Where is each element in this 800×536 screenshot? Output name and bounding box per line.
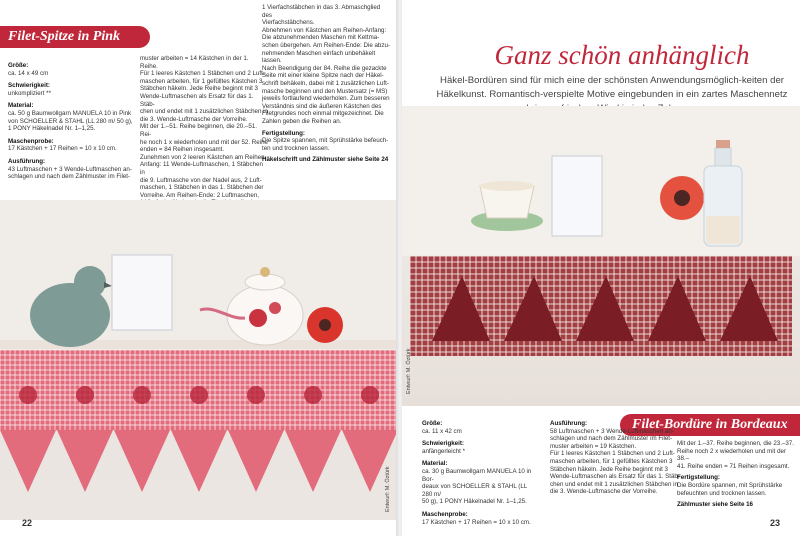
right-credit: Entwurf: M. Öztürk [406, 348, 412, 394]
spec-line: ca. 50 g Baumwollgarn MANUELA 10 in Pink [8, 109, 132, 117]
text-line: Die Spitze spannen, mit Sprühstärke befeuch- [262, 137, 389, 145]
left-credit: Entwurf: M. Öztürk [385, 466, 391, 512]
text-line: Für 1 leeres Kästchen 1 Stäbchen und 2 Luft- [140, 70, 265, 78]
text-line: Mit der 1.–51. Reihe beginnen, die 20.–51. Rei- [140, 123, 257, 138]
spec-line: ca. 30 g Baumwollgarn MANUELA 10 in Bor- [422, 467, 532, 483]
pattern-reference: Zählmuster siehe Seite 16 [677, 501, 754, 509]
left-photo [0, 200, 398, 520]
text-line: schen übergehen. Am Reihen-Ende: Die abzu- [262, 41, 390, 49]
spec-line: 43 Luftmaschen + 3 Wende-Luftmaschen an- [8, 165, 132, 173]
spec-line: deaux von SCHOELLER & STAHL (LL 280 m/ [422, 483, 528, 498]
right-page [402, 0, 800, 536]
text-line: Zahlen geben die Reihen an. [262, 117, 342, 125]
right-column-1 [422, 420, 534, 531]
spec-line: 50 g), 1 PONY Häkelnadel Nr. 1–1,25. [422, 498, 527, 506]
gerbera-flower [307, 307, 343, 343]
spec-line: anfängerleicht * [422, 447, 465, 455]
lace-point [57, 430, 113, 492]
spec-heading: Maschenprobe: [422, 510, 468, 518]
spec-line: 17 Kästchen + 17 Reihen = 10 x 10 cm. [422, 518, 531, 526]
text-line: die 9. Luftmasche von der Nadel aus, 2 Luft- [140, 176, 262, 184]
text-line: Wende-Luftmaschen als Ersatz für das 1. Stäb- [550, 473, 680, 481]
text-line: 58 Luftmaschen + 3 Wende-Luftmaschen an- [550, 427, 674, 435]
text-line: Für 1 leeres Kästchen 1 Stäbchen und 2 Luft- [550, 450, 675, 458]
spec-heading: Schwierigkeit: [422, 440, 464, 448]
spec-heading: Ausführung: [8, 157, 46, 165]
text-line: muster arbeiten = 14 Kästchen in der 1. Reihe. [140, 55, 249, 70]
section-heading: Fertigstellung: [262, 129, 305, 137]
text-line: enden = 84 Reihen insgesamt. [140, 146, 225, 154]
lace-point [228, 430, 284, 492]
right-page-number: 23 [770, 518, 781, 528]
spec-block [8, 102, 133, 132]
card [552, 156, 602, 236]
text-line: maschen arbeiten, für 1 gefülltes Kästchen 3 [140, 77, 263, 85]
lace-point [0, 430, 56, 492]
spec-block [422, 440, 534, 455]
text-line: Reihe noch 2 x wiederholen und mit der 38.– [677, 447, 787, 463]
left-banner: Filet-Spitze in Pink [0, 26, 150, 48]
text-line: chen und endet mit 1 zusätzlichen Stäbchen in [550, 480, 678, 488]
left-photo-illustration [0, 200, 398, 520]
text-line: muster arbeiten = 19 Kästchen. [550, 442, 637, 450]
left-page-number: 22 [22, 518, 33, 528]
spec-heading: Material: [8, 102, 34, 110]
spec-block [422, 511, 534, 526]
right-photo [402, 106, 800, 406]
spec-heading: Maschenprobe: [8, 137, 54, 145]
left-column-2 [140, 55, 268, 214]
text-line: Anfang: 11 Wende-Luftmaschen, 1 Stäbchen in [140, 161, 263, 176]
text-line: Filetgrundes noch einmal mitgezeichnet. Die [262, 110, 384, 118]
text-line: Die Bordüre spannen, mit Sprühstärke [677, 481, 783, 489]
text-line: 41. Reihe enden = 71 Reihen insgesamt. [677, 462, 790, 470]
lace-point [114, 430, 170, 492]
intro-text: Häkel-Bordüren sind für mich eine der schönsten Anwendungsmöglich-keiten der Häkelkunst. Romantisch-verspielte Motive eingebunden in ein zartes Maschennetz [436, 75, 788, 100]
text-line: Mit der 1.–37. Reihe beginnen, die 23.–37. [677, 440, 794, 447]
text-line: nehmenden Maschen einfach unbehäkelt [262, 49, 376, 57]
text-line: he noch 1 x wiederholen und mit der 52. Reihe [140, 138, 268, 146]
card [112, 255, 172, 330]
text-line: Stäbchen häkeln. Jede Reihe beginnt mit 3 [140, 85, 258, 93]
right-photo-illustration [402, 106, 800, 406]
spec-line: unkompliziert ** [8, 89, 51, 97]
left-column-1 [8, 62, 133, 186]
text-line: Die abzunehmenden Maschen mit Kettma- [262, 34, 380, 42]
pattern-reference: Häkelschrift und Zählmuster siehe Seite 24 [262, 156, 389, 164]
spec-block [8, 138, 133, 153]
spec-block [8, 82, 133, 97]
text-line: Seite mit einer kleine Spitze nach der Häkel- [262, 72, 384, 80]
text-line: Vierfachstäbchens. [262, 19, 315, 27]
right-column-3 [677, 440, 795, 509]
spec-heading: Material: [422, 460, 448, 468]
spec-block [8, 158, 133, 181]
pink-lace-border [0, 350, 398, 492]
spec-line: 1 PONY Häkelnadel Nr. 1–1,25. [8, 125, 96, 133]
text-line: Wende-Luftmaschen als Ersatz für das 1. Stäb- [140, 92, 254, 108]
spec-block [8, 62, 133, 77]
page-title: Ganz schön anhänglich [494, 40, 750, 70]
bordeaux-lace-border [410, 256, 792, 356]
spec-line: 17 Kästchen + 17 Reihen = 10 x 10 cm. [8, 145, 117, 153]
text-line: chen und endet mit 1 zusätzlichen Stäbchen in [140, 108, 268, 116]
text-line: Nach Beendigung der 84. Reihe die gezackte [262, 64, 387, 72]
text-line: lassen. [262, 57, 282, 65]
lace-point [285, 430, 341, 492]
text-line: 1 Vierfachstäbchen in das 3. Abmaschglied des [262, 4, 381, 19]
spec-block [422, 460, 534, 506]
text-line: jeweils fortlaufend wiederholen. Zum besseren [262, 95, 390, 103]
text-line: die 3. Wende-Luftmasche der Vorreihe. [140, 115, 248, 123]
spec-line: ca. 14 x 49 cm [8, 69, 49, 77]
spec-heading: Schwierigkeit: [8, 82, 50, 90]
text-line: ten und trocknen lassen. [262, 144, 330, 152]
text-line: Vorreihe. Am Reihen-Ende: 2 Luftmaschen, [140, 191, 260, 199]
section-heading: Ausführung: [550, 420, 588, 427]
spec-heading: Größe: [8, 62, 29, 69]
text-line: maschen, 1 Stäbchen in das 1. Stäbchen der [140, 184, 264, 192]
text-line: die 3. Wende-Luftmasche der Vorreihe. [550, 488, 658, 496]
left-page [0, 0, 398, 536]
right-column-2 [550, 420, 680, 496]
text-line: Zunehmen von 2 leeren Kästchen am Reihen- [140, 153, 267, 161]
text-line: maschen arbeiten, für 1 gefülltes Kästchen 3 [550, 457, 673, 465]
text-line: Verständnis sind die äußeren Kästchen des [262, 102, 382, 110]
section-heading: Fertigstellung: [677, 474, 720, 482]
text-line: Stäbchen häkeln. Jede Reihe beginnt mit 3 [550, 465, 668, 473]
right-banner: Filet-Bordüre in Bordeaux [620, 414, 800, 436]
spec-block [422, 420, 534, 435]
text-line: masche beginnen und den Mustersatz (= MS) [262, 87, 388, 95]
text-line: schrift behäkeln, dabei mit 1 zusätzlichen Luft- [262, 79, 389, 87]
gerbera-flower [660, 176, 704, 220]
spec-line: von SCHOELLER & STAHL (LL 280 m/ 50 g), [8, 117, 133, 125]
lace-point [171, 430, 227, 492]
left-column-3 [262, 4, 390, 164]
text-line: schlagen und nach dem Zählmuster im Filet- [550, 435, 673, 443]
text-line: Abnehmen von Kästchen am Reihen-Anfang: [262, 26, 387, 34]
spec-heading: Größe: [422, 420, 443, 427]
spec-line: schlagen und nach dem Zählmuster im Filet- [8, 173, 131, 181]
text-line: befeuchten und trocknen lassen. [677, 489, 767, 497]
spec-line: ca. 11 x 42 cm [422, 427, 462, 435]
